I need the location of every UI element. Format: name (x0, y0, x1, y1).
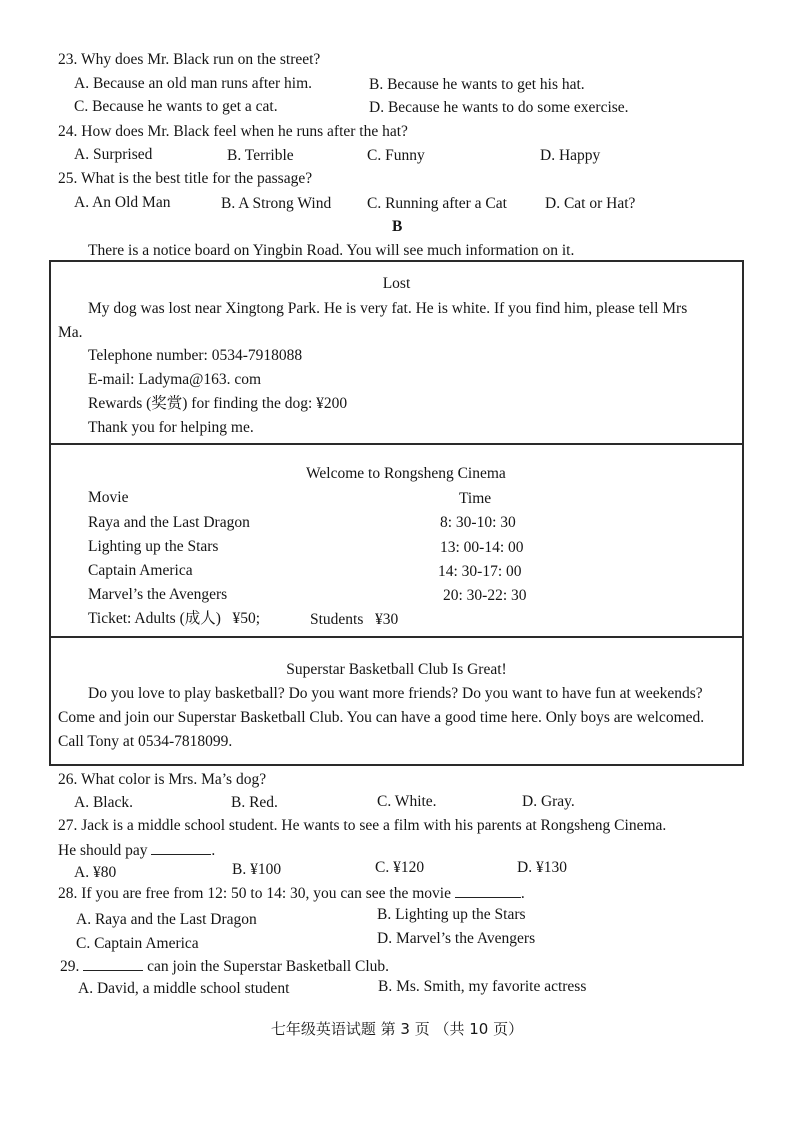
q27-option-a: A. ¥80 (74, 864, 117, 881)
club-text-line2: Come and join our Superstar Basketball Club. You can have a good time here. Only boys are welcomed. (58, 709, 705, 726)
q23-option-c: C. Because he wants to get a cat. (74, 98, 278, 115)
q27-stem: 27. Jack is a middle school student. He wants to see a film with his parents at Rongsheng Cinema. (58, 817, 667, 834)
q25-stem: 25. What is the best title for the passage? (58, 170, 313, 187)
q23-stem: 23. Why does Mr. Black run on the street? (58, 51, 321, 68)
club-title: Superstar Basketball Club Is Great! (286, 661, 507, 678)
notice-cinema (49, 443, 744, 638)
q24-option-c: C. Funny (367, 147, 425, 164)
q29-number: 29. (60, 958, 80, 975)
cinema-col-time: Time (459, 490, 492, 507)
answer-blank[interactable] (455, 883, 521, 898)
q29-option-b: B. Ms. Smith, my favorite actress (378, 978, 587, 995)
q27-option-d: D. ¥130 (517, 859, 567, 876)
q28-option-d: D. Marvel’s the Avengers (377, 930, 536, 947)
q27-stem-prefix: He should pay (58, 842, 148, 859)
q28-option-b: B. Lighting up the Stars (377, 906, 526, 923)
lost-phone: Telephone number: 0534-7918088 (88, 347, 303, 364)
cinema-movie-time: 14: 30-17: 00 (438, 563, 522, 580)
q28-stem (58, 883, 525, 904)
club-text-line3: Call Tony at 0534-7818099. (58, 733, 233, 750)
q26-option-a: A. Black. (74, 794, 133, 811)
q29-stem (60, 956, 389, 977)
q29-stem-text: can join the Superstar Basketball Club. (147, 958, 390, 975)
q25-option-c: C. Running after a Cat (367, 195, 507, 212)
q26-option-b: B. Red. (231, 794, 278, 811)
cinema-movie-time: 8: 30-10: 30 (440, 514, 516, 531)
q24-stem: 24. How does Mr. Black feel when he runs after the hat? (58, 123, 408, 140)
lost-thanks: Thank you for helping me. (88, 419, 254, 436)
notice-club (49, 636, 744, 766)
section-intro: There is a notice board on Yingbin Road. You will see much information on it. (88, 242, 575, 259)
cinema-movie-name: Lighting up the Stars (88, 538, 219, 555)
lost-text-line1: My dog was lost near Xingtong Park. He is very fat. He is white. If you find him, please tell Mrs (88, 300, 688, 317)
cinema-movie-name: Marvel’s the Avengers (88, 586, 228, 603)
cinema-ticket-adults: Ticket: Adults (成人) ¥50; (88, 610, 261, 627)
cinema-movie-time: 13: 00-14: 00 (440, 539, 524, 556)
q24-option-b: B. Terrible (227, 147, 294, 164)
q25-option-d: D. Cat or Hat? (545, 195, 636, 212)
lost-email: E-mail: Ladyma@163. com (88, 371, 262, 388)
q28-stem-prefix: 28. If you are free from 12: 50 to 14: 30, you can see the movie (58, 885, 451, 902)
q24-option-d: D. Happy (540, 147, 601, 164)
q25-option-a: A. An Old Man (74, 194, 171, 211)
notice-lost (49, 260, 744, 445)
lost-reward: Rewards (奖赏) for finding the dog: ¥200 (88, 395, 348, 412)
q23-option-d: D. Because he wants to do some exercise. (369, 99, 629, 116)
section-letter: B (392, 218, 403, 235)
cinema-movie-name: Captain America (88, 562, 193, 579)
club-text-line1: Do you love to play basketball? Do you want more friends? Do you want to have fun at weekends? (88, 685, 703, 702)
q27-stem-suffix: . (211, 842, 216, 859)
q26-option-c: C. White. (377, 793, 437, 810)
answer-blank[interactable] (83, 956, 143, 971)
lost-title: Lost (382, 275, 411, 292)
lost-text-line2: Ma. (58, 324, 83, 341)
cinema-movie-name: Raya and the Last Dragon (88, 514, 250, 531)
q27-option-b: B. ¥100 (232, 861, 282, 878)
q27-option-c: C. ¥120 (375, 859, 425, 876)
q28-stem-suffix: . (520, 885, 525, 902)
cinema-movie-time: 20: 30-22: 30 (443, 587, 527, 604)
page-footer: 七年级英语试题 第 3 页 （共 10 页） (270, 1020, 524, 1038)
cinema-col-movie: Movie (88, 489, 129, 506)
cinema-ticket-students: Students ¥30 (310, 611, 399, 628)
q26-option-d: D. Gray. (522, 793, 575, 810)
q26-stem: 26. What color is Mrs. Ma’s dog? (58, 771, 267, 788)
answer-blank[interactable] (151, 840, 211, 855)
q28-option-a: A. Raya and the Last Dragon (76, 911, 257, 928)
q28-option-c: C. Captain America (76, 935, 199, 952)
q27-stem-line2 (58, 840, 215, 861)
q25-option-b: B. A Strong Wind (221, 195, 332, 212)
q29-option-a: A. David, a middle school student (78, 980, 290, 997)
q23-option-a: A. Because an old man runs after him. (74, 75, 313, 92)
q24-option-a: A. Surprised (74, 146, 153, 163)
cinema-title: Welcome to Rongsheng Cinema (306, 465, 506, 482)
q23-option-b: B. Because he wants to get his hat. (369, 76, 585, 93)
